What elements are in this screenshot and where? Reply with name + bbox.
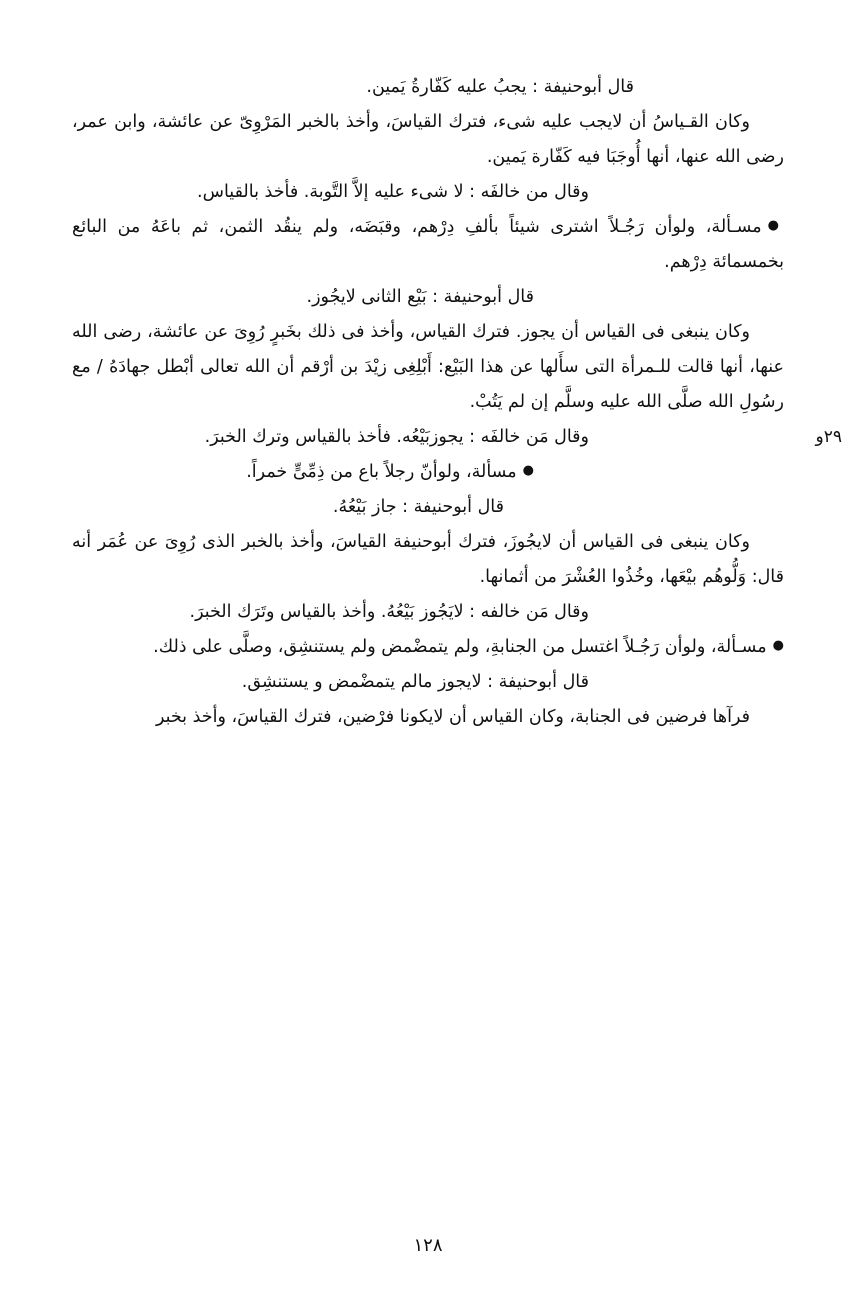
paragraph-qal-abu-hanifa-3: قال أبوحنيفة : جاز بَيْعُهُ. xyxy=(332,497,504,517)
paragraph-qiyas-3: وكان ينبغى فى القياس أن لايجُوزَ، فترك أبوحنيفة القياسَ، وأخذ بالخبر الذى رُوِىَ عن عُمَر أنه قال: وَلُّوهُم بيْعَها، وخُذُوا العُشْرَ من أثمانها. xyxy=(72,532,784,587)
paragraph-qal-abu-hanifa-2: قال أبوحنيفة : بَيْع الثانى لايجُوز. xyxy=(306,287,534,307)
paragraph-qal-abu-hanifa-4: قال أبوحنيفة : لايجوز مالم يتمضْمض و يستنشِق. xyxy=(241,672,589,692)
text-column xyxy=(72,70,842,735)
masala-text-1: مسـألة، ولوأن رَجُـلاً اشترى شيئاً بألفِ دِرْهم، وقبَضَه، ولم ينقُد الثمن، ثم باعَهُ من البائع بخمسمائة دِرْهم. xyxy=(72,217,784,272)
paragraph-qiyas-2: وكان ينبغى فى القياس أن يجوز. فترك القياس، وأخذ فى ذلك بخَبرٍ رُوِىَ عن عائشة، رضى الله عنها، أنها قالت للـمرأة التى سأَلها عن هذا البَيْع: أَبْلِغِى زيْدَ بن أرْقم أن الله تعالى أبْطل جهادَهُ / مع رسُولِ الله صلَّى الله عليه وسلَّم إن لم يَتُبْ. xyxy=(72,322,784,412)
paragraph-opposing-view-2: وقال مَن خالفَه : يجوزبَيْعُه. فأخذ بالقياس وترك الخبرَ. xyxy=(204,427,589,447)
masala-text-3: مسـألة، ولوأن رَجُـلاً اغتسل من الجنابةِ، ولم يتمضْمض ولم يستنشِق، وصلَّى على ذلك. xyxy=(153,637,767,657)
page-number: ١٢٨ xyxy=(413,1235,443,1256)
bullet-icon: ● xyxy=(522,463,534,479)
bullet-icon: ● xyxy=(767,218,785,234)
paragraph-masala-1 xyxy=(72,210,784,280)
paragraph-qiyas-4: فرآها فرضين فى الجنابة، وكان القياس أن لايكونا فرْضين، فترك القياسَ، وأخذ بخبر xyxy=(155,707,750,727)
margin-folio-note: ٢٩و xyxy=(815,427,842,447)
paragraph-opposing-view-3: وقال مَن خالفه : لايَجُوز بَيْعُهُ. وأخذ بالقياس وتَرَك الخبرَ. xyxy=(189,602,589,622)
paragraph-masala-2 xyxy=(72,455,784,490)
paragraph-masala-3 xyxy=(72,630,784,665)
masala-text-2: مسألة، ولوأنّ رجلاً باع من ذِمِّىٍّ خمراً. xyxy=(246,462,517,482)
paragraph-qal-abu-hanifa-1: قال أبوحنيفة : يجبُ عليه كَفّارةُ يَمين. xyxy=(366,77,634,97)
paragraph-opposing-view-1: وقال من خالفَه : لا شىء عليه إلاَّ التَّوبة. فأخذ بالقياس. xyxy=(197,182,589,202)
bullet-icon: ● xyxy=(772,638,784,654)
paragraph-qiyas-1: وكان القـياسُ أن لايجب عليه شىء، فترك القياسَ، وأخذ بالخبر المَرْوِىّ عن عائشة، وابن عمر، رضى الله عنها، أنها أُوجَبَا فيه كَفّارة يَمين. xyxy=(72,112,784,167)
